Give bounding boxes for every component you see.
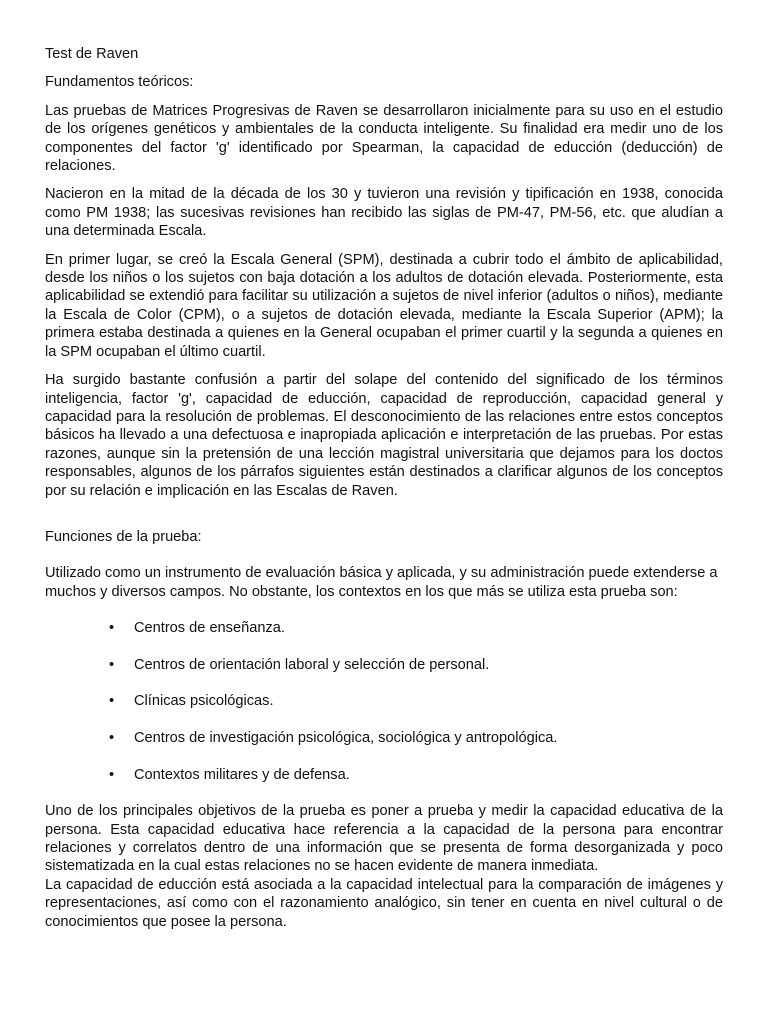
contexts-list	[45, 619, 723, 784]
list-item	[45, 766, 723, 784]
paragraph-origins: Las pruebas de Matrices Progresivas de Raven se desarrollaron inicialmente para su uso en el estudio de los orígenes genéticos y ambientales de la conducta inteligente. Su finalidad era medir uno de los componentes del factor 'g' identificado por Spearman, la capacidad de educción (deducción) de relaciones.	[45, 102, 723, 175]
bullet-icon: •	[109, 620, 115, 637]
paragraph-objectives: Uno de los principales objetivos de la prueba es poner a prueba y medir la capacidad educativa de la persona. Esta capacidad educativa hace referencia a la capacidad de la persona para encontrar relaciones y correlatos dentro de una información que se presenta de forma desorganizada y poco sistematizada en la cual estas relaciones no se hacen evidente de manera inmediata.	[45, 803, 723, 875]
list-item-label: Contextos militares y de defensa.	[134, 767, 350, 784]
section-heading-funciones: Funciones de la prueba:	[45, 528, 202, 545]
list-item-label: Centros de orientación laboral y selección de personal.	[134, 657, 490, 674]
section-heading-fundamentos: Fundamentos teóricos:	[45, 74, 194, 91]
bullet-icon: •	[109, 657, 115, 674]
bullet-icon: •	[109, 693, 115, 710]
paragraph-educcion: La capacidad de educción está asociada a la capacidad intelectual para la comparación de imágenes y representaciones, así como con el razonamiento analógico, sin tener en cuenta en nivel cultural o de conocimientos que posee la persona.	[45, 876, 723, 930]
document-title: Test de Raven	[45, 46, 139, 62]
list-item	[45, 619, 723, 637]
bullet-icon: •	[109, 767, 115, 784]
paragraph-confusion: Ha surgido bastante confusión a partir del solape del contenido del significado de los términos inteligencia, factor 'g', capacidad de educción, capacidad de reproducción, capacidad general y capacidad para la resolución de problemas. El desconocimiento de las relaciones entre estos conceptos básicos ha llevado a una defectuosa e inapropiada aplicación e interpretación de las pruebas. Por estas razones, aunque sin la pretensión de una lección magistral universitaria que dejamos para los doctos responsables, algunos de los párrafos siguientes están destinados a clarificar algunos de los conceptos por su relación e implicación en las Escalas de Raven.	[45, 372, 723, 499]
paragraph-scales: En primer lugar, se creó la Escala General (SPM), destinada a cubrir todo el ámbito de aplicabilidad, desde los niños o los sujetos con baja dotación a los adultos de dotación elevada. Posteriormente, esta aplicabilidad se extendió para facilitar su utilización a sujetos de nivel inferior (adultos o niños), mediante la Escala de Color (CPM), o a sujetos de dotación elevada, mediante la Escala Superior (APM); la primera estaba destinada a quienes en la General ocupaban el primer cuartil y la segunda a quienes en la SPM ocupaban el último cuartil.	[45, 251, 723, 360]
list-item	[45, 729, 723, 747]
list-item	[45, 656, 723, 674]
bullet-icon: •	[109, 730, 115, 747]
list-item-label: Centros de enseñanza.	[134, 620, 285, 637]
list-item-label: Clínicas psicológicas.	[134, 693, 274, 710]
list-item	[45, 692, 723, 710]
document-page	[45, 45, 723, 931]
paragraph-funciones-intro: Utilizado como un instrumento de evaluación básica y aplicada, y su administración puede extenderse a muchos y diversos campos. No obstante, los contextos en los que más se utiliza esta prueba son:	[45, 565, 718, 600]
paragraph-history: Nacieron en la mitad de la década de los 30 y tuvieron una revisión y tipificación en 1938, conocida como PM 1938; las sucesivas revisiones han recibido las siglas de PM-47, PM-56, etc. que aludían a una determinada Escala.	[45, 186, 723, 240]
list-item-label: Centros de investigación psicológica, sociológica y antropológica.	[134, 730, 558, 747]
